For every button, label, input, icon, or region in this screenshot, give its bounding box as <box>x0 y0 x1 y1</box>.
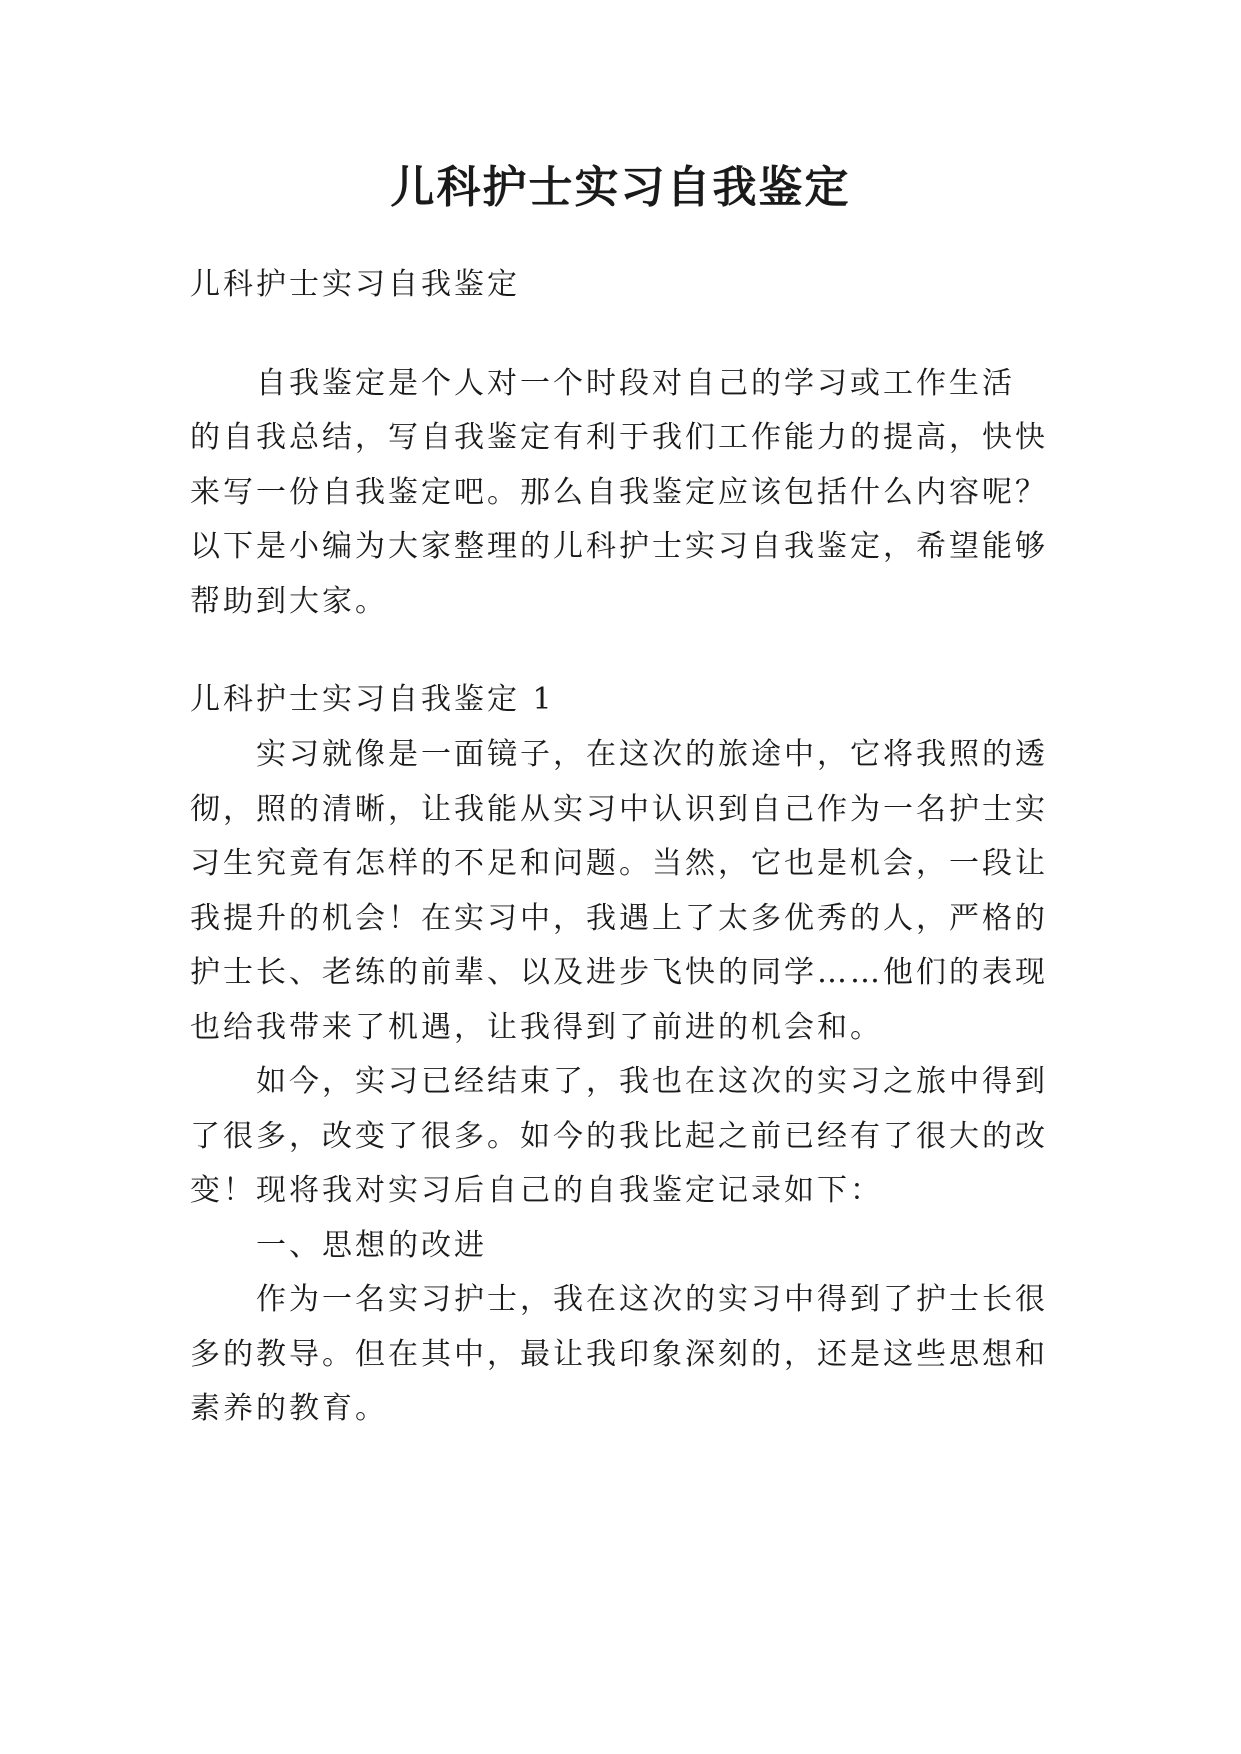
paragraph-line: 作为一名实习护士，我在这次的实习中得到了护士长很 <box>256 1282 1048 1317</box>
paragraph-line: 多的教导。但在其中，最让我印象深刻的，还是这些思想和 <box>190 1337 1048 1372</box>
paragraph-line: 我提升的机会！在实习中，我遇上了太多优秀的人，严格的 <box>190 901 1048 936</box>
subheading: 一、思想的改进 <box>256 1228 487 1263</box>
intro-line: 自我鉴定是个人对一个时段对自己的学习或工作生活 <box>256 366 1015 401</box>
paragraph-line: 变！现将我对实习后自己的自我鉴定记录如下： <box>190 1173 883 1208</box>
section-heading: 儿科护士实习自我鉴定 1 <box>190 682 555 717</box>
paragraph-line: 彻，照的清晰，让我能从实习中认识到自己作为一名护士实 <box>190 792 1048 827</box>
paragraph-line: 也给我带来了机遇，让我得到了前进的机会和。 <box>190 1010 883 1045</box>
intro-line: 来写一份自我鉴定吧。那么自我鉴定应该包括什么内容呢？ <box>190 475 1048 510</box>
document-subtitle: 儿科护士实习自我鉴定 <box>190 267 520 302</box>
intro-line: 帮助到大家。 <box>190 584 388 619</box>
paragraph-line: 素养的教育。 <box>190 1391 388 1426</box>
paragraph-line: 习生究竟有怎样的不足和问题。当然，它也是机会，一段让 <box>190 846 1048 881</box>
paragraph-line: 护士长、老练的前辈、以及进步飞快的同学……他们的表现 <box>190 955 1048 990</box>
paragraph-line: 如今，实习已经结束了，我也在这次的实习之旅中得到 <box>256 1064 1048 1099</box>
paragraph-line: 了很多，改变了很多。如今的我比起之前已经有了很大的改 <box>190 1119 1048 1154</box>
intro-line: 的自我总结，写自我鉴定有利于我们工作能力的提高，快快 <box>190 420 1048 455</box>
document-title: 儿科护士实习自我鉴定 <box>390 162 851 213</box>
intro-line: 以下是小编为大家整理的儿科护士实习自我鉴定，希望能够 <box>190 529 1048 564</box>
paragraph-line: 实习就像是一面镜子，在这次的旅途中，它将我照的透 <box>256 737 1048 772</box>
